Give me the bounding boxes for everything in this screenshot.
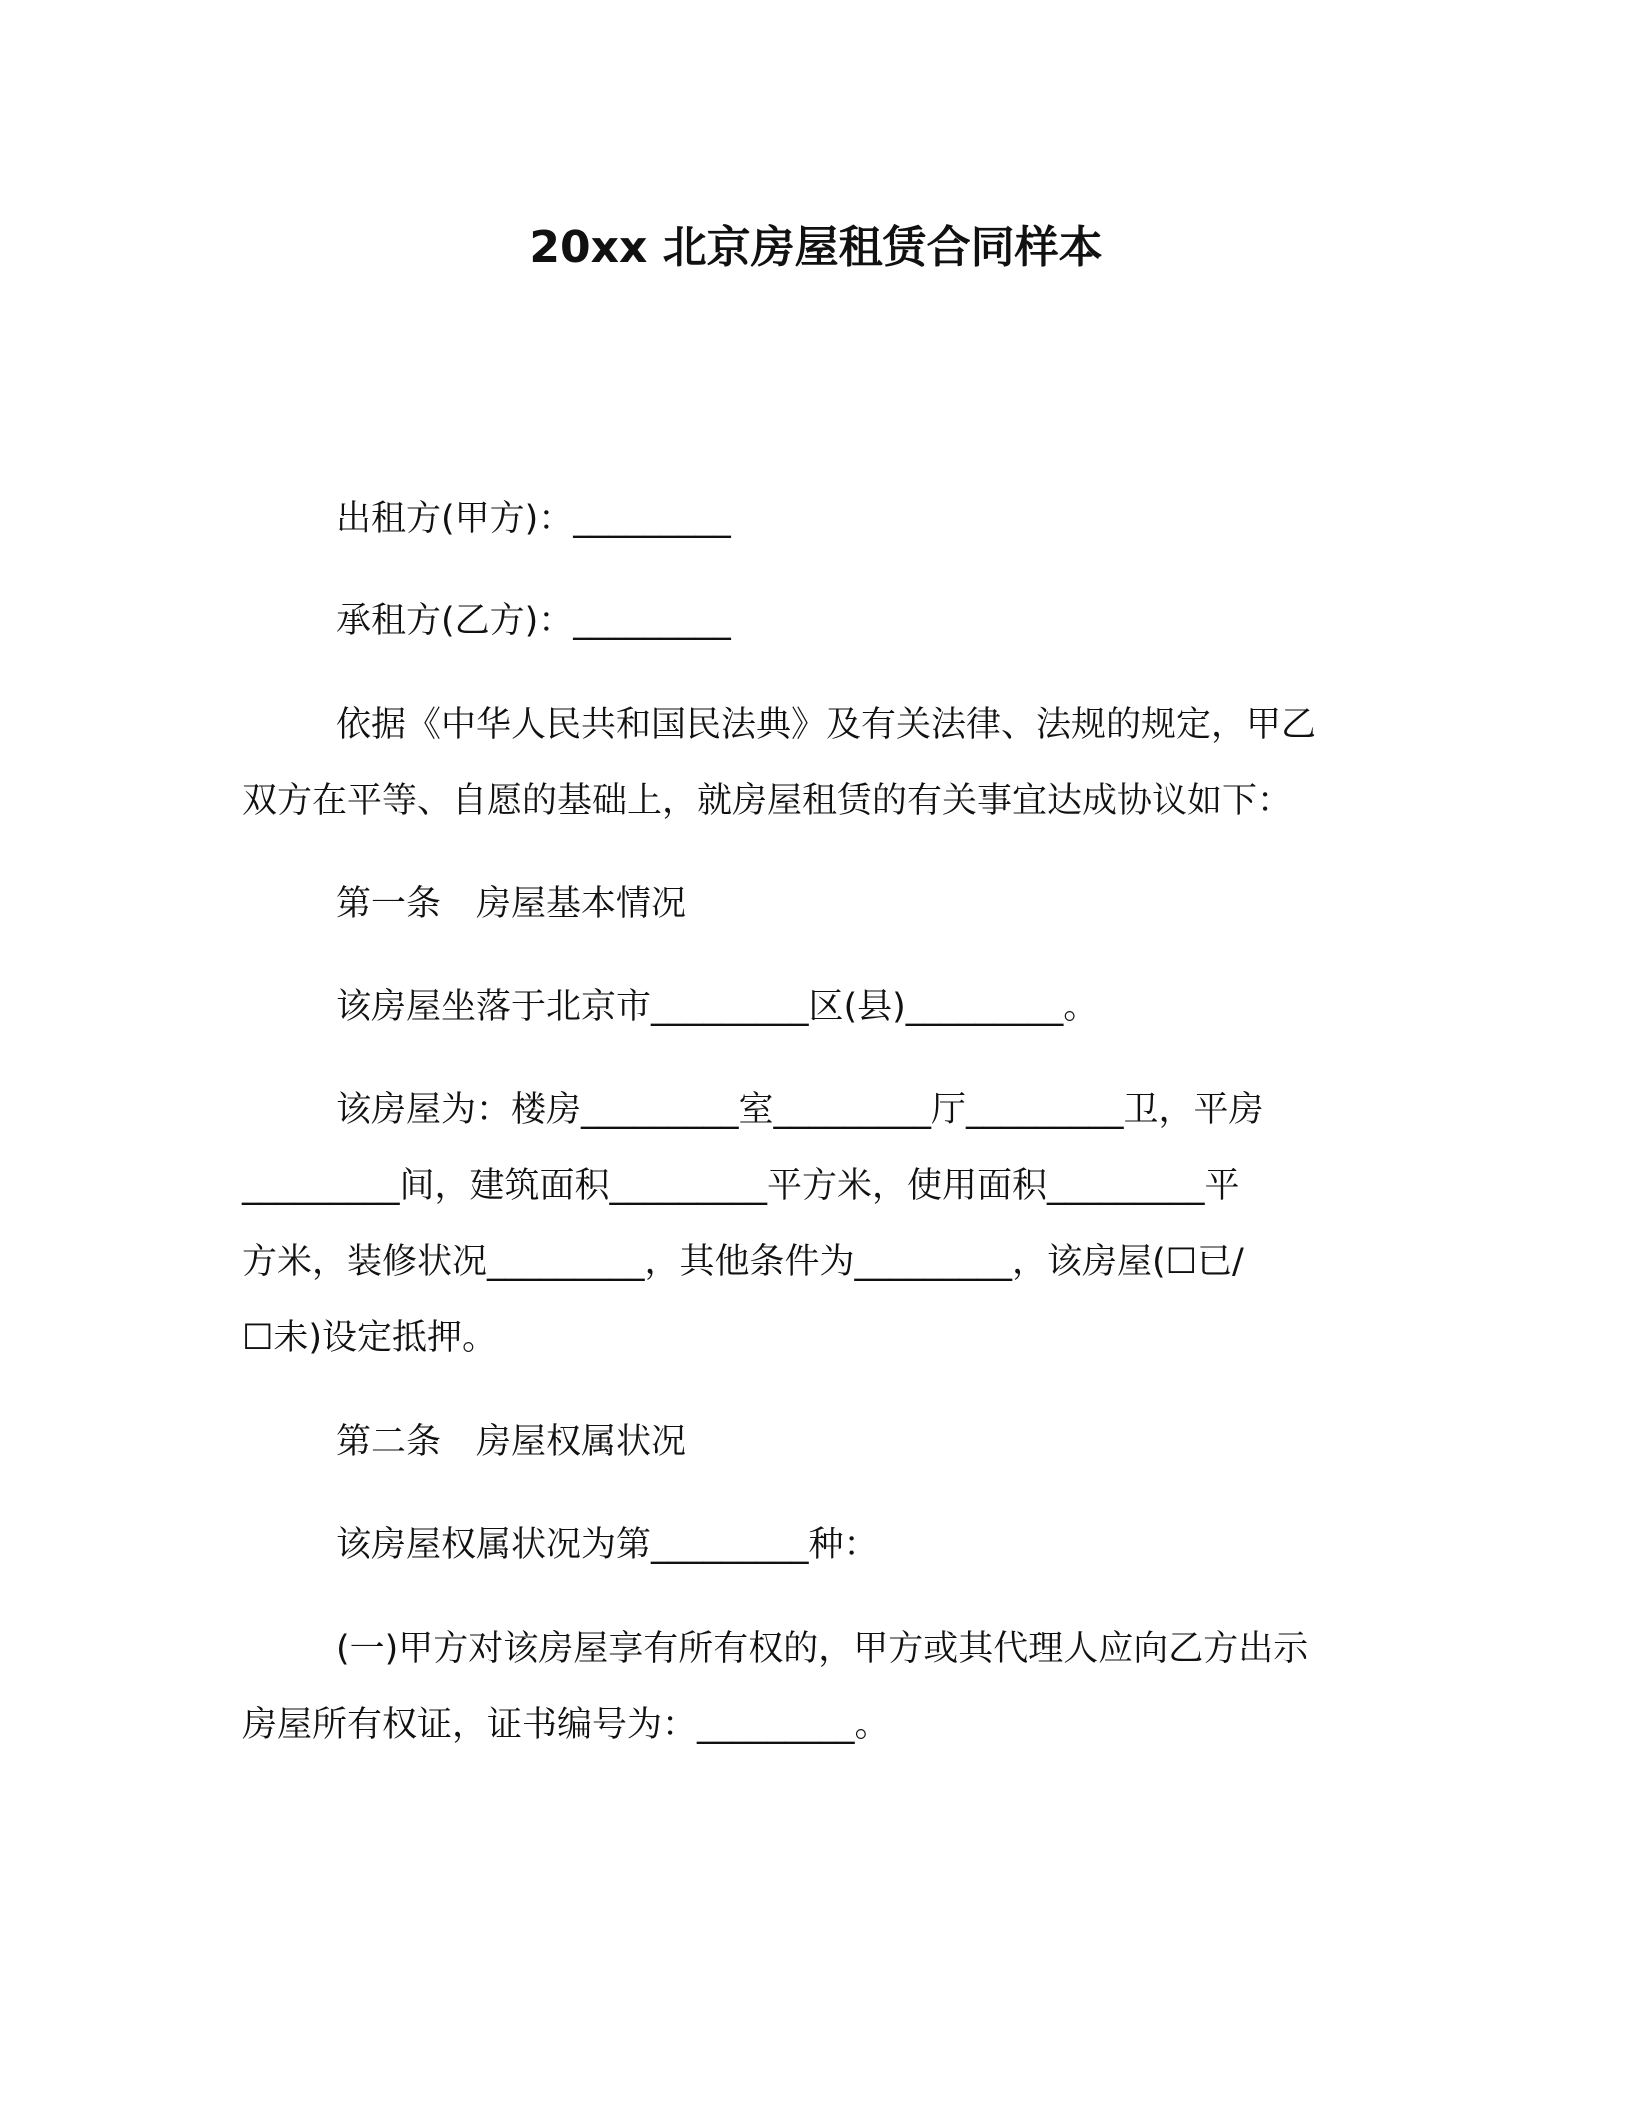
ownership-clause-line-2: 房屋所有权证，证书编号为：_________。 <box>242 1705 890 1745</box>
house-type-line-1: 该房屋为：楼房_________室_________厅_________卫，平房 <box>336 1090 1264 1130</box>
lessor-line: 出租方(甲方)：_________ <box>336 499 731 539</box>
ownership-type-line: 该房屋权属状况为第_________种： <box>336 1525 879 1565</box>
article-2-heading: 第二条 房屋权属状况 <box>336 1422 687 1462</box>
preamble-line-2: 双方在平等、自愿的基础上，就房屋租赁的有关事宜达成协议如下： <box>242 781 1293 821</box>
document-title: 20xx 北京房屋租赁合同样本 <box>529 222 1103 273</box>
house-type-line-4: ☐未)设定抵押。 <box>242 1318 498 1358</box>
house-type-line-3: 方米，装修状况_________，其他条件为_________，该房屋(☐已/ <box>242 1242 1244 1282</box>
ownership-clause-line-1: (一)甲方对该房屋享有所有权的，甲方或其代理人应向乙方出示 <box>336 1629 1309 1669</box>
lessee-line: 承租方(乙方)：_________ <box>336 601 731 641</box>
location-line: 该房屋坐落于北京市_________区(县)_________。 <box>336 987 1099 1027</box>
house-type-line-2: _________间，建筑面积_________平方米，使用面积_________平 <box>242 1166 1240 1206</box>
article-1-heading: 第一条 房屋基本情况 <box>336 884 687 924</box>
preamble-line-1: 依据《中华人民共和国民法典》及有关法律、法规的规定，甲乙 <box>336 705 1317 745</box>
